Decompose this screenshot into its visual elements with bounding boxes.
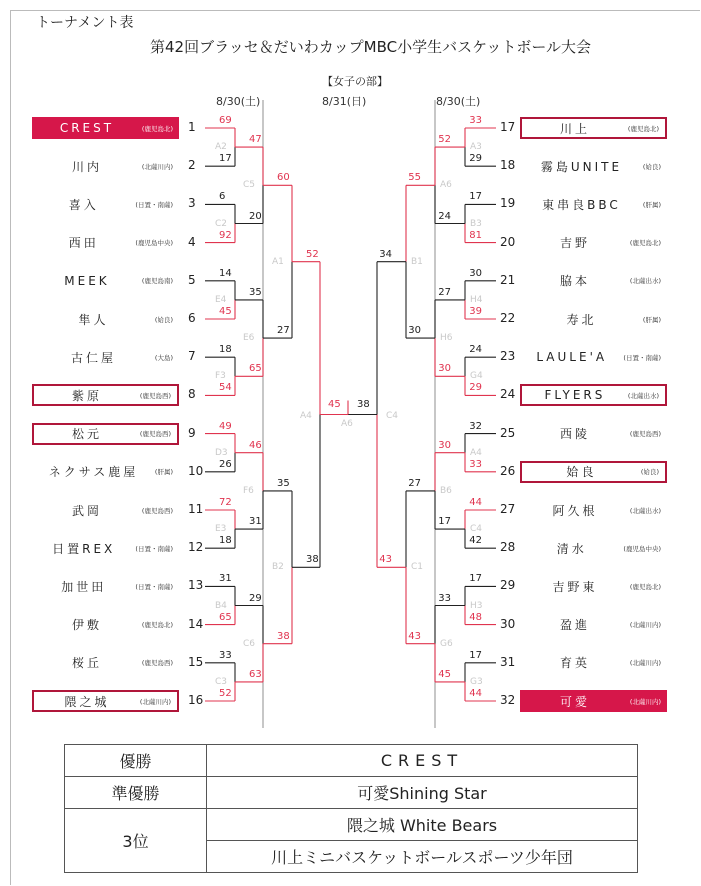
match-score: 26 (219, 458, 232, 470)
team-name: 清水 (556, 541, 587, 556)
team-name: 育英 (559, 656, 590, 671)
seed-number: 21 (500, 272, 516, 287)
match-score: 52 (438, 134, 451, 146)
match-score: 38 (277, 630, 290, 642)
match-code: A3 (470, 142, 482, 153)
seed-number: 20 (500, 234, 516, 249)
result-label: 優勝 (65, 745, 207, 777)
match-score: 31 (219, 573, 232, 585)
team-name: FLYERS (544, 388, 606, 403)
team-region: (北薩川内) (139, 697, 171, 706)
match-score: 38 (306, 554, 319, 566)
team-region: (鹿児島西) (139, 391, 171, 400)
team-name: 吉野東 (552, 579, 598, 594)
match-score: 92 (219, 229, 232, 241)
match-score: 35 (277, 477, 290, 489)
match-code: C1 (411, 562, 424, 573)
team-region: (鹿児島中央) (623, 544, 661, 553)
team-region: (北薩川内) (629, 697, 661, 706)
team-name: 日置REX (52, 541, 116, 556)
team-region: (北薩出水) (627, 391, 659, 400)
match-score: 30 (408, 325, 421, 337)
team-region: (鹿児島北) (629, 239, 661, 248)
team-region: (姶良) (640, 468, 659, 477)
team-region: (肝属) (642, 315, 661, 324)
result-label: 3位 (65, 809, 207, 873)
match-code: E4 (215, 294, 227, 305)
date-right: 8/30(土) (436, 95, 481, 108)
match-score: 49 (219, 420, 232, 432)
team-region: (鹿児島中央) (135, 239, 173, 248)
team-name: 紫原 (71, 388, 102, 403)
team-region: (日置・南薩) (135, 582, 173, 591)
match-score: 54 (219, 382, 232, 394)
team-region: (鹿児島西) (139, 430, 171, 439)
date-left: 8/30(土) (216, 95, 261, 108)
team-name: 松元 (71, 427, 102, 442)
match-score: 20 (249, 210, 262, 222)
team-region: (姶良) (154, 315, 173, 324)
match-score: 27 (438, 286, 451, 298)
match-code: C6 (243, 638, 256, 649)
match-score: 6 (219, 191, 226, 203)
match-score: 18 (219, 344, 232, 356)
team-name: 可愛 (559, 694, 590, 709)
tournament-title: 第42回ブラッセ＆だいわカップMBC小学生バスケットボール大会 (150, 38, 592, 56)
team-name: 西田 (68, 236, 99, 251)
match-code: G4 (470, 371, 483, 382)
match-code: A2 (215, 142, 227, 153)
match-code: C5 (243, 180, 256, 191)
match-score: 45 (219, 306, 232, 317)
team-region: (鹿児島西) (629, 430, 661, 439)
seed-number: 16 (188, 693, 204, 707)
match-score: 39 (469, 306, 482, 317)
team-region: (鹿児島北) (627, 124, 659, 133)
seed-number: 31 (500, 654, 516, 669)
team-name: 姶良 (566, 465, 597, 480)
match-score: 27 (277, 325, 290, 337)
match-score: 42 (469, 535, 482, 547)
match-score: 47 (249, 134, 262, 146)
match-score: 72 (219, 497, 232, 508)
seed-number: 6 (188, 311, 196, 325)
seed-number: 27 (500, 502, 516, 516)
team-region: (姶良) (642, 162, 661, 171)
match-code: B6 (440, 485, 452, 496)
team-region: (日置・南薩) (135, 200, 173, 209)
match-score: 44 (469, 688, 482, 699)
match-score: 35 (249, 286, 262, 298)
seed-number: 7 (188, 349, 196, 364)
match-score: 14 (219, 267, 232, 279)
team-name: 隼人 (78, 312, 109, 327)
seed-number: 28 (500, 540, 516, 555)
team-region: (鹿児島北) (629, 582, 661, 591)
match-score: 45 (438, 668, 451, 680)
seed-number: 23 (500, 349, 516, 364)
team-name: LAULE'A (536, 350, 608, 365)
team-name: 脇本 (559, 274, 590, 289)
seed-number: 18 (500, 158, 516, 173)
team-name: 古仁屋 (70, 350, 116, 365)
team-region: (北薩出水) (629, 277, 661, 286)
results-table (64, 744, 638, 873)
team-region: (北薩川内) (629, 659, 661, 668)
team-name: 伊敷 (71, 618, 102, 633)
match-code: B1 (411, 256, 423, 267)
seed-number: 3 (188, 196, 196, 211)
match-code: A4 (300, 410, 312, 421)
match-code: E6 (243, 333, 255, 344)
match-score: 46 (249, 439, 262, 451)
team-region: (鹿児島南) (141, 277, 173, 286)
match-code: C4 (470, 524, 483, 535)
team-name: 加世田 (61, 579, 107, 594)
team-name: CREST (59, 121, 115, 135)
match-score: 30 (438, 363, 451, 375)
match-code: B2 (272, 562, 284, 573)
match-code: B3 (470, 218, 482, 229)
match-code: A6 (341, 418, 353, 429)
seed-number: 9 (188, 425, 196, 440)
seed-number: 26 (500, 463, 516, 478)
match-score: 43 (379, 554, 392, 566)
seed-number: 19 (500, 196, 516, 211)
team-name: 盈進 (559, 618, 590, 633)
seed-number: 8 (188, 387, 196, 402)
result-row-third (65, 809, 638, 841)
final-score: 38 (357, 398, 370, 410)
match-code: G3 (470, 676, 483, 687)
match-score: 30 (438, 439, 451, 451)
team-region: (鹿児島北) (141, 621, 173, 630)
match-score: 33 (438, 592, 451, 604)
final-score: 45 (328, 398, 341, 410)
match-score: 17 (219, 153, 232, 165)
result-value: 可愛Shining Star (207, 777, 638, 809)
match-score: 48 (469, 611, 482, 623)
team-name: MEEK (64, 273, 110, 288)
match-score: 33 (469, 458, 482, 470)
match-score: 17 (469, 573, 482, 585)
team-name: 霧島UNITE (540, 159, 623, 174)
match-score: 31 (249, 516, 262, 528)
match-score: 29 (469, 153, 482, 165)
result-value: 川上ミニバスケットボールスポーツ少年団 (207, 841, 638, 873)
team-region: (北薩川内) (629, 621, 661, 630)
seed-number: 17 (500, 120, 516, 134)
match-score: 52 (306, 248, 319, 260)
match-score: 65 (219, 611, 232, 623)
match-code: H6 (440, 333, 453, 344)
team-region: (日置・南薩) (623, 353, 661, 362)
match-code: F6 (243, 485, 254, 496)
match-score: 17 (438, 516, 451, 528)
seed-number: 1 (188, 120, 196, 134)
match-code: C4 (386, 410, 399, 421)
match-score: 69 (219, 115, 232, 126)
seed-number: 30 (500, 616, 516, 631)
match-score: 32 (469, 420, 482, 432)
seed-number: 2 (188, 158, 196, 173)
team-region: (肝属) (642, 200, 661, 209)
match-score: 44 (469, 497, 482, 508)
match-score: 29 (469, 382, 482, 394)
match-score: 34 (379, 248, 392, 260)
team-name: 喜入 (68, 197, 99, 212)
match-score: 65 (249, 363, 262, 375)
team-region: (北薩出水) (629, 506, 661, 515)
result-label: 準優勝 (65, 777, 207, 809)
team-name: 隈之城 (64, 694, 110, 709)
team-name: 西陵 (559, 427, 590, 442)
match-score: 60 (277, 172, 290, 184)
team-name: 川上 (559, 121, 590, 136)
seed-number: 13 (188, 578, 204, 593)
seed-number: 10 (188, 463, 204, 478)
team-region: (肝属) (154, 468, 173, 477)
match-score: 30 (469, 267, 482, 279)
result-value: CREST (207, 745, 638, 777)
match-code: E3 (215, 524, 227, 535)
match-score: 27 (408, 477, 421, 489)
seed-number: 14 (188, 616, 204, 631)
team-region: (鹿児島西) (141, 506, 173, 515)
team-name: 東串良BBC (542, 197, 621, 212)
match-score: 29 (249, 592, 262, 604)
seed-number: 11 (188, 502, 204, 516)
sheet-label: トーナメント表 (36, 15, 134, 31)
seed-number: 24 (500, 387, 516, 402)
match-score: 81 (469, 229, 482, 241)
match-score: 63 (249, 668, 262, 680)
division-label: 【女子の部】 (322, 75, 388, 88)
match-code: H3 (470, 600, 483, 611)
match-score: 52 (219, 688, 232, 699)
team-region: (鹿児島西) (141, 659, 173, 668)
result-row-champion (65, 745, 638, 777)
match-score: 43 (408, 630, 421, 642)
team-region: (大島) (154, 353, 173, 362)
match-score: 33 (219, 649, 232, 661)
team-name: 寿北 (566, 312, 597, 327)
seed-number: 29 (500, 578, 516, 593)
seed-number: 15 (188, 654, 204, 669)
match-code: H4 (470, 294, 483, 305)
match-score: 17 (469, 191, 482, 203)
match-code: A1 (272, 256, 284, 267)
match-code: A6 (440, 180, 452, 191)
seed-number: 22 (500, 311, 516, 325)
team-name: 川内 (71, 159, 102, 174)
match-score: 24 (438, 210, 451, 222)
team-name: 阿久根 (552, 503, 598, 518)
match-score: 55 (408, 172, 421, 184)
team-region: (鹿児島北) (141, 124, 173, 133)
seed-number: 4 (188, 234, 196, 249)
match-code: C3 (215, 676, 228, 687)
match-code: F3 (215, 371, 226, 382)
match-score: 17 (469, 649, 482, 661)
team-name: 武岡 (71, 503, 102, 518)
team-name: 吉野 (559, 236, 590, 251)
seed-number: 12 (188, 540, 204, 555)
seed-number: 25 (500, 425, 516, 440)
match-score: 24 (469, 344, 482, 356)
team-region: (日置・南薩) (135, 544, 173, 553)
match-score: 18 (219, 535, 232, 547)
result-value: 隈之城 White Bears (207, 809, 638, 841)
team-region: (北薩川内) (141, 162, 173, 171)
seed-number: 32 (500, 693, 516, 707)
match-score: 33 (469, 115, 482, 126)
match-code: B4 (215, 600, 227, 611)
match-code: C2 (215, 218, 228, 229)
match-code: D3 (215, 447, 228, 458)
date-center: 8/31(日) (322, 95, 367, 108)
match-code: G6 (440, 638, 453, 649)
result-row-runner-up (65, 777, 638, 809)
team-name: ネクサス鹿屋 (48, 465, 139, 480)
team-name: 桜丘 (71, 656, 102, 671)
seed-number: 5 (188, 272, 196, 287)
match-code: A4 (470, 447, 482, 458)
